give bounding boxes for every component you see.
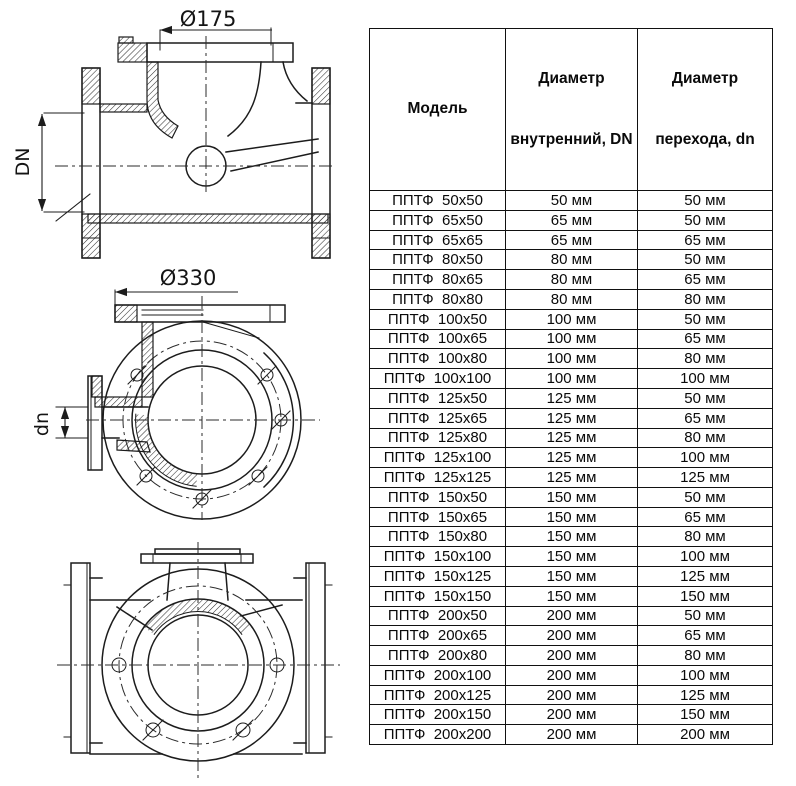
table-row [370,507,773,527]
model-cell: ППТФ 80x50 [370,250,506,270]
branch-diameter-cell: 150 мм [638,586,773,606]
inner-diameter-cell: 150 мм [506,566,638,586]
table-row [370,329,773,349]
model-cell: ППТФ 65x65 [370,230,506,250]
table-row [370,725,773,745]
model-cell: ППТФ 125x50 [370,388,506,408]
branch-diameter-cell: 65 мм [638,507,773,527]
inner-diameter-cell: 125 мм [506,448,638,468]
branch-diameter-cell: 80 мм [638,349,773,369]
axis-label-dn-branch: dn [31,411,53,437]
inner-diameter-cell: 65 мм [506,230,638,250]
spec-table [369,28,773,745]
model-cell: ППТФ 125x100 [370,448,506,468]
dim-label-175: Ø175 [179,7,237,31]
section-view [12,7,334,258]
branch-diameter-cell: 100 мм [638,665,773,685]
branch-diameter-cell: 65 мм [638,270,773,290]
side-view [31,266,320,520]
spec-table-panel [369,28,773,745]
branch-diameter-cell: 200 мм [638,725,773,745]
inner-diameter-cell: 150 мм [506,487,638,507]
spec-table-body [370,191,773,745]
model-cell: ППТФ 125x125 [370,468,506,488]
branch-diameter-cell: 125 мм [638,468,773,488]
branch-diameter-cell: 50 мм [638,388,773,408]
branch-diameter-cell: 100 мм [638,448,773,468]
branch-diameter-cell: 50 мм [638,250,773,270]
table-row [370,349,773,369]
branch-diameter-cell: 50 мм [638,309,773,329]
table-row [370,210,773,230]
inner-diameter-cell: 150 мм [506,547,638,567]
branch-diameter-cell: 65 мм [638,408,773,428]
model-cell: ППТФ 150x65 [370,507,506,527]
inner-diameter-cell: 100 мм [506,309,638,329]
inner-diameter-cell: 200 мм [506,606,638,626]
model-cell: ППТФ 200x80 [370,646,506,666]
table-row [370,191,773,211]
table-row [370,290,773,310]
branch-diameter-cell: 50 мм [638,191,773,211]
inner-diameter-cell: 200 мм [506,705,638,725]
branch-diameter-cell: 100 мм [638,547,773,567]
inner-diameter-cell: 80 мм [506,290,638,310]
inner-diameter-cell: 100 мм [506,329,638,349]
model-cell: ППТФ 150x50 [370,487,506,507]
model-cell: ППТФ 150x80 [370,527,506,547]
table-row [370,527,773,547]
branch-diameter-cell: 65 мм [638,230,773,250]
inner-diameter-cell: 125 мм [506,428,638,448]
table-row [370,448,773,468]
model-cell: ППТФ 200x50 [370,606,506,626]
branch-diameter-cell: 80 мм [638,646,773,666]
model-cell: ППТФ 150x150 [370,586,506,606]
dim-label-330: Ø330 [159,266,217,290]
table-row [370,646,773,666]
inner-diameter-cell: 125 мм [506,468,638,488]
table-row [370,665,773,685]
inner-diameter-cell: 150 мм [506,527,638,547]
branch-diameter-cell: 50 мм [638,606,773,626]
model-cell: ППТФ 125x80 [370,428,506,448]
inner-diameter-cell: 125 мм [506,408,638,428]
inner-diameter-cell: 100 мм [506,369,638,389]
inner-diameter-cell: 200 мм [506,685,638,705]
model-cell: ППТФ 200x125 [370,685,506,705]
model-cell: ППТФ 125x65 [370,408,506,428]
inner-diameter-cell: 80 мм [506,270,638,290]
table-row [370,685,773,705]
model-cell: ППТФ 100x80 [370,349,506,369]
model-cell: ППТФ 200x150 [370,705,506,725]
inner-diameter-cell: 80 мм [506,250,638,270]
table-row [370,270,773,290]
model-cell: ППТФ 150x100 [370,547,506,567]
table-row [370,230,773,250]
table-row [370,626,773,646]
inner-diameter-cell: 200 мм [506,725,638,745]
table-row [370,408,773,428]
branch-diameter-cell: 125 мм [638,566,773,586]
header-branch-diameter: Диаметр перехода, dn [638,29,773,191]
model-cell: ППТФ 50x50 [370,191,506,211]
model-cell: ППТФ 80x65 [370,270,506,290]
model-cell: ППТФ 100x100 [370,369,506,389]
branch-diameter-cell: 80 мм [638,527,773,547]
branch-diameter-cell: 100 мм [638,369,773,389]
inner-diameter-cell: 150 мм [506,586,638,606]
inner-diameter-cell: 100 мм [506,349,638,369]
model-cell: ППТФ 100x50 [370,309,506,329]
branch-diameter-cell: 65 мм [638,626,773,646]
model-cell: ППТФ 200x100 [370,665,506,685]
inner-diameter-cell: 125 мм [506,388,638,408]
table-row [370,606,773,626]
technical-drawing [0,0,370,786]
model-cell: ППТФ 150x125 [370,566,506,586]
table-row [370,369,773,389]
model-cell: ППТФ 65x50 [370,210,506,230]
model-cell: ППТФ 200x65 [370,626,506,646]
table-row [370,586,773,606]
header-model: Модель [370,29,506,191]
inner-diameter-cell: 65 мм [506,210,638,230]
table-row [370,428,773,448]
model-cell: ППТФ 100x65 [370,329,506,349]
table-row [370,705,773,725]
branch-diameter-cell: 150 мм [638,705,773,725]
table-header-row [370,29,773,191]
table-row [370,250,773,270]
plan-view [57,542,340,778]
table-row [370,468,773,488]
table-row [370,309,773,329]
table-row [370,487,773,507]
inner-diameter-cell: 50 мм [506,191,638,211]
axis-label-dn-main: DN [12,147,34,177]
model-cell: ППТФ 80x80 [370,290,506,310]
table-row [370,566,773,586]
table-row [370,388,773,408]
header-inner-diameter: Диаметр внутренний, DN [506,29,638,191]
branch-diameter-cell: 80 мм [638,428,773,448]
branch-diameter-cell: 65 мм [638,329,773,349]
table-row [370,547,773,567]
inner-diameter-cell: 200 мм [506,665,638,685]
branch-diameter-cell: 50 мм [638,487,773,507]
inner-diameter-cell: 200 мм [506,626,638,646]
branch-diameter-cell: 125 мм [638,685,773,705]
inner-diameter-cell: 200 мм [506,646,638,666]
branch-diameter-cell: 80 мм [638,290,773,310]
inner-diameter-cell: 150 мм [506,507,638,527]
branch-diameter-cell: 50 мм [638,210,773,230]
model-cell: ППТФ 200x200 [370,725,506,745]
